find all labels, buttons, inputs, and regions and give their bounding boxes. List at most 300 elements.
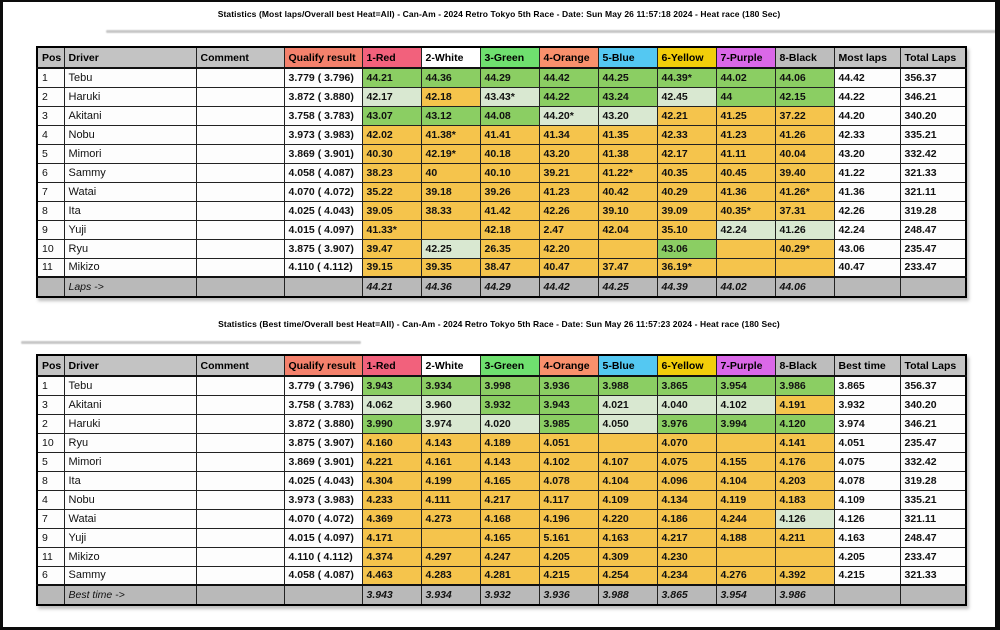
driver-cell: Tebu xyxy=(64,376,196,395)
heat-cell-3-green: 4.168 xyxy=(480,509,539,528)
result-cell: 4.215 xyxy=(834,566,900,585)
driver-cell: Ryu xyxy=(64,239,196,258)
total-laps-cell: 233.47 xyxy=(900,547,966,566)
pos-cell: 1 xyxy=(37,68,64,87)
heat-cell-2-white: 3.934 xyxy=(421,376,480,395)
heat-cell-1-red: 40.30 xyxy=(362,144,421,163)
comment-cell xyxy=(196,452,284,471)
heat-cell-8-black: 4.392 xyxy=(775,566,834,585)
heat-cell-4-orange: 40.47 xyxy=(539,258,598,277)
heat-cell-1-red: 4.374 xyxy=(362,547,421,566)
heat-cell-4-orange: 4.117 xyxy=(539,490,598,509)
result-cell: 4.075 xyxy=(834,452,900,471)
heat-cell-7-purple: 41.11 xyxy=(716,144,775,163)
result-cell: 4.205 xyxy=(834,547,900,566)
heat-cell-8-black: 41.26 xyxy=(775,125,834,144)
heat-cell-7-purple: 44.02 xyxy=(716,68,775,87)
heat-cell-5-blue: 41.38 xyxy=(598,144,657,163)
col-header-3-green: 3-Green xyxy=(480,355,539,376)
result-cell: 42.33 xyxy=(834,125,900,144)
heat-cell-3-green: 3.932 xyxy=(480,395,539,414)
total-laps-cell: 335.21 xyxy=(900,125,966,144)
heat-cell-8-black: 41.26 xyxy=(775,220,834,239)
heat-cell-5-blue: 4.104 xyxy=(598,471,657,490)
heat-cell-2-white: 3.960 xyxy=(421,395,480,414)
best-time-table-section xyxy=(36,354,967,606)
result-cell: 40.47 xyxy=(834,258,900,277)
comment-cell xyxy=(196,471,284,490)
heat-cell-5-blue: 4.254 xyxy=(598,566,657,585)
comment-cell xyxy=(196,566,284,585)
heat-cell-3-green: 41.42 xyxy=(480,201,539,220)
col-header-most-laps: Most laps xyxy=(834,47,900,68)
comment-cell xyxy=(196,68,284,87)
heat-cell-8-black: 4.126 xyxy=(775,509,834,528)
result-cell: 4.163 xyxy=(834,528,900,547)
qualify-cell: 3.872 ( 3.880) xyxy=(284,87,362,106)
result-cell: 44.22 xyxy=(834,87,900,106)
total-laps-cell: 233.47 xyxy=(900,258,966,277)
qualify-cell: 3.973 ( 3.983) xyxy=(284,125,362,144)
heat-cell-3-green: 38.47 xyxy=(480,258,539,277)
comment-cell xyxy=(196,258,284,277)
heat-cell-1-red: 42.02 xyxy=(362,125,421,144)
heat-cell-6-yellow: 4.217 xyxy=(657,528,716,547)
heat-cell-2-white: 41.38* xyxy=(421,125,480,144)
table-title-most-laps: Statistics (Most laps/Overall best Heat=All) - Can-Am - 2024 Retro Tokyo 5th Race - Date: Sun May 26 11:57:18 2024 - Heat race (180 Sec) xyxy=(217,9,781,19)
heat-cell-8-black: 40.04 xyxy=(775,144,834,163)
col-header-pos: Pos xyxy=(37,47,64,68)
qualify-cell: 4.070 ( 4.072) xyxy=(284,182,362,201)
heat-cell-8-black: 3.986 xyxy=(775,376,834,395)
driver-row-mimori xyxy=(37,452,966,471)
summary-value-1-red: 3.943 xyxy=(362,585,421,605)
driver-row-ita xyxy=(37,201,966,220)
heat-cell-1-red: 3.990 xyxy=(362,414,421,433)
driver-cell: Yuji xyxy=(64,220,196,239)
heat-cell-2-white: 3.974 xyxy=(421,414,480,433)
col-header-7-purple: 7-Purple xyxy=(716,355,775,376)
heat-cell-1-red: 39.47 xyxy=(362,239,421,258)
heat-cell-1-red: 44.21 xyxy=(362,68,421,87)
col-header-5-blue: 5-Blue xyxy=(598,47,657,68)
heat-cell-3-green: 4.189 xyxy=(480,433,539,452)
heat-cell-3-green: 40.10 xyxy=(480,163,539,182)
heat-cell-7-purple: 4.155 xyxy=(716,452,775,471)
comment-cell xyxy=(196,547,284,566)
heat-cell-4-orange: 41.34 xyxy=(539,125,598,144)
heat-cell-4-orange: 44.42 xyxy=(539,68,598,87)
table-title-best-time: Statistics (Best time/Overall best Heat=All) - Can-Am - 2024 Retro Tokyo 5th Race - Date: Sun May 26 11:57:23 2024 - Heat race (180 Sec) xyxy=(218,319,780,329)
heat-cell-4-orange: 39.21 xyxy=(539,163,598,182)
pos-cell: 9 xyxy=(37,528,64,547)
comment-cell xyxy=(196,509,284,528)
summary-value-7-purple: 44.02 xyxy=(716,277,775,297)
comment-cell xyxy=(196,414,284,433)
heat-cell-8-black: 4.203 xyxy=(775,471,834,490)
heat-cell-8-black: 4.191 xyxy=(775,395,834,414)
driver-cell: Nobu xyxy=(64,490,196,509)
result-cell: 4.078 xyxy=(834,471,900,490)
driver-row-watai xyxy=(37,182,966,201)
qualify-cell: 3.875 ( 3.907) xyxy=(284,239,362,258)
heat-cell-6-yellow: 4.075 xyxy=(657,452,716,471)
summary-blank xyxy=(284,277,362,297)
total-laps-cell: 321.33 xyxy=(900,566,966,585)
heat-cell-2-white: 4.111 xyxy=(421,490,480,509)
heat-cell-3-green: 40.18 xyxy=(480,144,539,163)
driver-cell: Tebu xyxy=(64,68,196,87)
driver-row-yuji xyxy=(37,528,966,547)
total-laps-cell: 321.11 xyxy=(900,182,966,201)
heat-cell-3-green: 39.26 xyxy=(480,182,539,201)
heat-cell-6-yellow: 35.10 xyxy=(657,220,716,239)
pos-cell: 6 xyxy=(37,566,64,585)
col-header-2-white: 2-White xyxy=(421,355,480,376)
heat-cell-4-orange: 3.985 xyxy=(539,414,598,433)
summary-blank xyxy=(900,585,966,605)
col-header-best-time: Best time xyxy=(834,355,900,376)
heat-cell-2-white: 40 xyxy=(421,163,480,182)
comment-cell xyxy=(196,144,284,163)
pos-cell: 2 xyxy=(37,87,64,106)
col-header-comment: Comment xyxy=(196,355,284,376)
pos-cell: 2 xyxy=(37,414,64,433)
driver-cell: Mikizo xyxy=(64,258,196,277)
comment-cell xyxy=(196,163,284,182)
qualify-cell: 3.872 ( 3.880) xyxy=(284,414,362,433)
most-laps-table-section xyxy=(36,46,967,298)
result-cell: 43.06 xyxy=(834,239,900,258)
heat-cell-5-blue: 44.25 xyxy=(598,68,657,87)
heat-cell-8-black: 37.31 xyxy=(775,201,834,220)
summary-blank xyxy=(196,277,284,297)
header-row xyxy=(37,47,966,68)
total-laps-cell: 321.11 xyxy=(900,509,966,528)
heat-cell-2-white: 43.12 xyxy=(421,106,480,125)
summary-blank xyxy=(37,585,64,605)
heat-cell-6-yellow: 40.35 xyxy=(657,163,716,182)
heat-cell-1-red: 4.171 xyxy=(362,528,421,547)
driver-cell: Watai xyxy=(64,182,196,201)
heat-cell-2-white: 42.18 xyxy=(421,87,480,106)
driver-row-haruki xyxy=(37,87,966,106)
col-header-3-green: 3-Green xyxy=(480,47,539,68)
heat-cell-1-red: 4.233 xyxy=(362,490,421,509)
heat-cell-5-blue: 40.42 xyxy=(598,182,657,201)
qualify-cell: 4.110 ( 4.112) xyxy=(284,258,362,277)
heat-cell-2-white: 4.199 xyxy=(421,471,480,490)
total-laps-cell: 248.47 xyxy=(900,528,966,547)
col-header-qualify-result: Qualify result xyxy=(284,47,362,68)
best-time-table xyxy=(36,354,967,606)
summary-row xyxy=(37,585,966,605)
qualify-cell: 4.015 ( 4.097) xyxy=(284,220,362,239)
qualify-cell: 4.070 ( 4.072) xyxy=(284,509,362,528)
heat-cell-1-red: 4.062 xyxy=(362,395,421,414)
col-header-qualify-result: Qualify result xyxy=(284,355,362,376)
result-cell: 42.24 xyxy=(834,220,900,239)
heat-cell-8-black xyxy=(775,258,834,277)
heat-cell-6-yellow: 44.39* xyxy=(657,68,716,87)
qualify-cell: 3.758 ( 3.783) xyxy=(284,106,362,125)
col-header-pos: Pos xyxy=(37,355,64,376)
driver-row-tebu xyxy=(37,68,966,87)
summary-label: Best time -> xyxy=(64,585,196,605)
result-cell: 3.932 xyxy=(834,395,900,414)
heat-cell-5-blue: 4.107 xyxy=(598,452,657,471)
heat-cell-6-yellow: 42.17 xyxy=(657,144,716,163)
heat-cell-5-blue: 3.988 xyxy=(598,376,657,395)
qualify-cell: 4.110 ( 4.112) xyxy=(284,547,362,566)
total-laps-cell: 235.47 xyxy=(900,433,966,452)
heat-cell-3-green: 43.43* xyxy=(480,87,539,106)
heat-cell-3-green: 41.41 xyxy=(480,125,539,144)
driver-row-mimori xyxy=(37,144,966,163)
total-laps-cell: 332.42 xyxy=(900,452,966,471)
heat-cell-1-red: 4.304 xyxy=(362,471,421,490)
heat-cell-5-blue: 42.04 xyxy=(598,220,657,239)
col-header-2-white: 2-White xyxy=(421,47,480,68)
heat-cell-4-orange: 4.051 xyxy=(539,433,598,452)
col-header-1-red: 1-Red xyxy=(362,47,421,68)
heat-cell-2-white: 39.35 xyxy=(421,258,480,277)
heat-cell-5-blue: 4.220 xyxy=(598,509,657,528)
summary-blank xyxy=(284,585,362,605)
total-laps-cell: 356.37 xyxy=(900,376,966,395)
pos-cell: 7 xyxy=(37,509,64,528)
heat-cell-4-orange: 44.22 xyxy=(539,87,598,106)
pos-cell: 11 xyxy=(37,258,64,277)
driver-cell: Haruki xyxy=(64,414,196,433)
col-header-8-black: 8-Black xyxy=(775,47,834,68)
heat-cell-8-black: 39.40 xyxy=(775,163,834,182)
heat-cell-7-purple xyxy=(716,547,775,566)
driver-row-sammy xyxy=(37,163,966,182)
heat-cell-7-purple: 41.25 xyxy=(716,106,775,125)
driver-cell: Mimori xyxy=(64,452,196,471)
heat-cell-8-black: 42.15 xyxy=(775,87,834,106)
pos-cell: 3 xyxy=(37,395,64,414)
qualify-cell: 3.973 ( 3.983) xyxy=(284,490,362,509)
heat-cell-3-green: 4.143 xyxy=(480,452,539,471)
heat-cell-4-orange: 4.078 xyxy=(539,471,598,490)
summary-value-8-black: 3.986 xyxy=(775,585,834,605)
heat-cell-1-red: 4.463 xyxy=(362,566,421,585)
total-laps-cell: 332.42 xyxy=(900,144,966,163)
pos-cell: 8 xyxy=(37,471,64,490)
comment-cell xyxy=(196,239,284,258)
qualify-cell: 3.779 ( 3.796) xyxy=(284,68,362,87)
heat-cell-4-orange: 41.23 xyxy=(539,182,598,201)
heat-cell-5-blue: 39.10 xyxy=(598,201,657,220)
header-row xyxy=(37,355,966,376)
col-header-8-black: 8-Black xyxy=(775,355,834,376)
qualify-cell: 3.869 ( 3.901) xyxy=(284,452,362,471)
heat-cell-8-black: 4.211 xyxy=(775,528,834,547)
col-header-4-orange: 4-Orange xyxy=(539,47,598,68)
summary-row xyxy=(37,277,966,297)
driver-row-ita xyxy=(37,471,966,490)
col-header-driver: Driver xyxy=(64,47,196,68)
driver-cell: Mimori xyxy=(64,144,196,163)
summary-value-3-green: 3.932 xyxy=(480,585,539,605)
driver-row-ryu xyxy=(37,239,966,258)
col-header-4-orange: 4-Orange xyxy=(539,355,598,376)
summary-blank xyxy=(834,277,900,297)
driver-row-yuji xyxy=(37,220,966,239)
total-laps-cell: 319.28 xyxy=(900,201,966,220)
result-cell: 41.22 xyxy=(834,163,900,182)
heat-cell-5-blue: 41.35 xyxy=(598,125,657,144)
driver-row-mikizo xyxy=(37,547,966,566)
summary-value-4-orange: 44.42 xyxy=(539,277,598,297)
result-cell: 4.051 xyxy=(834,433,900,452)
driver-row-nobu xyxy=(37,125,966,144)
summary-blank xyxy=(900,277,966,297)
heat-cell-2-white: 39.18 xyxy=(421,182,480,201)
heat-cell-6-yellow: 42.33 xyxy=(657,125,716,144)
comment-cell xyxy=(196,528,284,547)
heat-cell-6-yellow: 40.29 xyxy=(657,182,716,201)
qualify-cell: 4.025 ( 4.043) xyxy=(284,201,362,220)
heat-cell-3-green: 42.18 xyxy=(480,220,539,239)
heat-cell-2-white: 42.25 xyxy=(421,239,480,258)
result-cell: 4.109 xyxy=(834,490,900,509)
driver-cell: Ryu xyxy=(64,433,196,452)
heat-cell-7-purple: 41.23 xyxy=(716,125,775,144)
heat-cell-4-orange: 43.20 xyxy=(539,144,598,163)
pos-cell: 1 xyxy=(37,376,64,395)
col-header-7-purple: 7-Purple xyxy=(716,47,775,68)
pos-cell: 5 xyxy=(37,144,64,163)
qualify-cell: 3.875 ( 3.907) xyxy=(284,433,362,452)
scan-smudge-line xyxy=(21,341,361,344)
summary-value-5-blue: 44.25 xyxy=(598,277,657,297)
pos-cell: 9 xyxy=(37,220,64,239)
pos-cell: 5 xyxy=(37,452,64,471)
total-laps-cell: 356.37 xyxy=(900,68,966,87)
heat-cell-6-yellow: 4.070 xyxy=(657,433,716,452)
driver-row-akitani xyxy=(37,106,966,125)
heat-cell-5-blue: 43.20 xyxy=(598,106,657,125)
driver-row-tebu xyxy=(37,376,966,395)
qualify-cell: 3.779 ( 3.796) xyxy=(284,376,362,395)
result-cell: 3.974 xyxy=(834,414,900,433)
heat-cell-3-green: 3.998 xyxy=(480,376,539,395)
heat-cell-5-blue: 4.050 xyxy=(598,414,657,433)
summary-blank xyxy=(196,585,284,605)
summary-value-6-yellow: 44.39 xyxy=(657,277,716,297)
qualify-cell: 4.058 ( 4.087) xyxy=(284,566,362,585)
heat-cell-1-red: 43.07 xyxy=(362,106,421,125)
heat-cell-5-blue: 43.24 xyxy=(598,87,657,106)
heat-cell-7-purple: 4.188 xyxy=(716,528,775,547)
heat-cell-8-black: 4.183 xyxy=(775,490,834,509)
qualify-cell: 3.869 ( 3.901) xyxy=(284,144,362,163)
driver-cell: Akitani xyxy=(64,106,196,125)
summary-value-3-green: 44.29 xyxy=(480,277,539,297)
scan-smudge-line xyxy=(106,30,1000,33)
result-cell: 4.126 xyxy=(834,509,900,528)
result-cell: 43.20 xyxy=(834,144,900,163)
pos-cell: 3 xyxy=(37,106,64,125)
col-header-6-yellow: 6-Yellow xyxy=(657,47,716,68)
result-cell: 41.36 xyxy=(834,182,900,201)
heat-cell-3-green: 4.281 xyxy=(480,566,539,585)
most-laps-table xyxy=(36,46,967,298)
total-laps-cell: 319.28 xyxy=(900,471,966,490)
summary-label: Laps -> xyxy=(64,277,196,297)
heat-cell-2-white: 42.19* xyxy=(421,144,480,163)
driver-cell: Sammy xyxy=(64,163,196,182)
heat-cell-6-yellow: 3.976 xyxy=(657,414,716,433)
qualify-cell: 4.058 ( 4.087) xyxy=(284,163,362,182)
summary-value-1-red: 44.21 xyxy=(362,277,421,297)
heat-cell-1-red: 41.33* xyxy=(362,220,421,239)
heat-cell-8-black: 40.29* xyxy=(775,239,834,258)
driver-row-watai xyxy=(37,509,966,528)
heat-cell-4-orange: 3.936 xyxy=(539,376,598,395)
heat-cell-7-purple: 40.45 xyxy=(716,163,775,182)
heat-cell-8-black: 41.26* xyxy=(775,182,834,201)
summary-blank xyxy=(834,585,900,605)
heat-cell-8-black: 44.06 xyxy=(775,68,834,87)
summary-value-5-blue: 3.988 xyxy=(598,585,657,605)
comment-cell xyxy=(196,182,284,201)
heat-cell-5-blue: 4.021 xyxy=(598,395,657,414)
heat-cell-6-yellow: 4.040 xyxy=(657,395,716,414)
heat-cell-7-purple: 3.954 xyxy=(716,376,775,395)
pos-cell: 10 xyxy=(37,433,64,452)
heat-cell-1-red: 4.160 xyxy=(362,433,421,452)
driver-cell: Mikizo xyxy=(64,547,196,566)
heat-cell-2-white: 4.161 xyxy=(421,452,480,471)
heat-cell-4-orange: 4.196 xyxy=(539,509,598,528)
heat-cell-7-purple: 44 xyxy=(716,87,775,106)
comment-cell xyxy=(196,106,284,125)
col-header-5-blue: 5-Blue xyxy=(598,355,657,376)
heat-cell-1-red: 42.17 xyxy=(362,87,421,106)
total-laps-cell: 346.21 xyxy=(900,87,966,106)
heat-cell-4-orange: 44.20* xyxy=(539,106,598,125)
heat-cell-7-purple: 4.276 xyxy=(716,566,775,585)
col-header-6-yellow: 6-Yellow xyxy=(657,355,716,376)
comment-cell xyxy=(196,395,284,414)
qualify-cell: 3.758 ( 3.783) xyxy=(284,395,362,414)
summary-value-8-black: 44.06 xyxy=(775,277,834,297)
heat-cell-8-black xyxy=(775,547,834,566)
heat-cell-4-orange: 3.943 xyxy=(539,395,598,414)
driver-cell: Akitani xyxy=(64,395,196,414)
heat-cell-1-red: 4.369 xyxy=(362,509,421,528)
pos-cell: 6 xyxy=(37,163,64,182)
result-cell: 44.42 xyxy=(834,68,900,87)
driver-cell: Haruki xyxy=(64,87,196,106)
heat-cell-6-yellow: 3.865 xyxy=(657,376,716,395)
heat-cell-7-purple: 4.119 xyxy=(716,490,775,509)
driver-row-haruki xyxy=(37,414,966,433)
result-cell: 42.26 xyxy=(834,201,900,220)
driver-cell: Ita xyxy=(64,471,196,490)
heat-cell-5-blue: 41.22* xyxy=(598,163,657,182)
heat-cell-7-purple xyxy=(716,433,775,452)
heat-cell-7-purple: 41.36 xyxy=(716,182,775,201)
result-cell: 3.865 xyxy=(834,376,900,395)
summary-value-2-white: 44.36 xyxy=(421,277,480,297)
col-header-total-laps: Total Laps xyxy=(900,355,966,376)
heat-cell-5-blue: 4.163 xyxy=(598,528,657,547)
